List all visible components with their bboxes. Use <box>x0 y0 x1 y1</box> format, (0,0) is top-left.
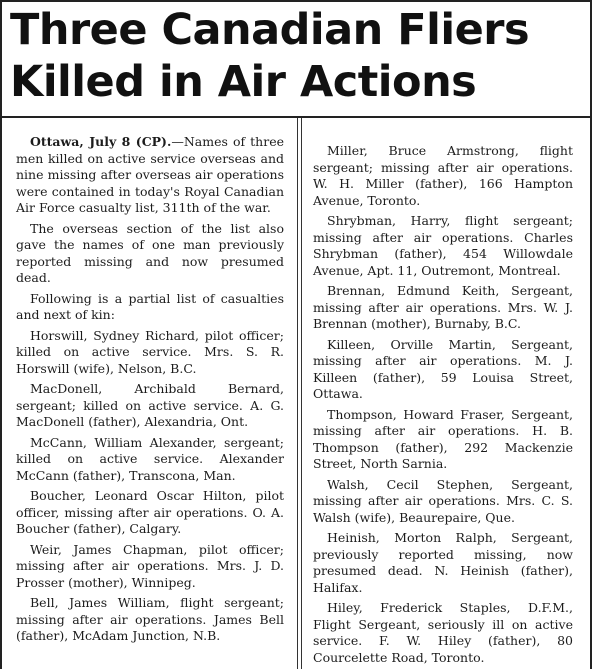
paragraph: The overseas section of the list also gave the names of one man previously reported missing and now presumed dead. <box>16 220 284 285</box>
dateline: Ottawa, July 8 (CP). <box>30 134 172 149</box>
casualty-entry: Killeen, Orville Martin, Sergeant, missing after air operations. M. J. Killeen (father), 59 Louisa Street, Ottawa. <box>313 336 573 401</box>
casualty-entry: Shrybman, Harry, flight sergeant; missing after air operations. Charles Shrybman (father), 454 Willowdale Avenue, Apt. 11, Outremont, Montreal. <box>313 213 573 278</box>
casualty-entry: Hiley, Frederick Staples, D.F.M., Flight Sergeant, seriously ill on active service. F. W. Hiley (father), 80 Courcelette Road, Toronto. <box>313 600 573 665</box>
headline: Three Canadian Fliers Killed in Air Actions <box>10 5 530 107</box>
paragraph: Following is a partial list of casualties and next of kin: <box>16 290 284 322</box>
casualty-entry: MacDonell, Archibald Bernard, sergeant; killed on active service. A. G. MacDonell (father), Alexandria, Ont. <box>16 381 284 429</box>
casualty-entry: McCann, William Alexander, sergeant; killed on active service. Alexander McCann (father), Transcona, Man. <box>16 434 284 483</box>
casualty-entry: Brennan, Edmund Keith, Sergeant, missing after air operations. Mrs. W. J. Brennan (mother), Burnaby, B.C. <box>313 283 573 331</box>
right-column <box>313 143 573 670</box>
casualty-entry: Walsh, Cecil Stephen, Sergeant, missing after air operations. Mrs. C. S. Walsh (wife), Beaurepaire, Que. <box>313 476 573 525</box>
left-column <box>16 134 284 649</box>
casualty-entry: Heinish, Morton Ralph, Sergeant, previously reported missing, now presumed dead. N. Heinish (father), Halifax. <box>313 530 573 595</box>
lead-paragraph <box>16 134 284 217</box>
left-border <box>0 0 2 669</box>
casualty-entry: Miller, Bruce Armstrong, flight sergeant; missing after air operations. W. H. Miller (father), 166 Hampton Avenue, Toronto. <box>313 143 573 208</box>
top-border <box>0 0 592 2</box>
casualty-entry: Boucher, Leonard Oscar Hilton, pilot officer, missing after air operations. O. A. Boucher (father), Calgary. <box>16 488 284 536</box>
casualty-entry: Thompson, Howard Fraser, Sergeant, missing after air operations. H. B. Thompson (father), 292 Mackenzie Street, North Sarnia. <box>313 406 573 471</box>
column-divider-second <box>301 118 302 669</box>
lead-text: —Names of three men killed on active service overseas and nine missing after overseas air operations were contained in today's Royal Canadian Air Force casualty list, 311th of the war. <box>16 134 285 215</box>
casualty-entry: Horswill, Sydney Richard, pilot officer; killed on active service. Mrs. S. R. Horswill (wife), Nelson, B.C. <box>16 327 284 376</box>
column-divider <box>297 118 298 669</box>
casualty-entry: Bell, James William, flight sergeant; missing after air operations. James Bell (father), McAdam Junction, N.B. <box>16 595 284 643</box>
casualty-entry: Weir, James Chapman, pilot officer; missing after air operations. Mrs. J. D. Prosser (mother), Winnipeg. <box>16 541 284 590</box>
headline-rule <box>0 116 592 118</box>
